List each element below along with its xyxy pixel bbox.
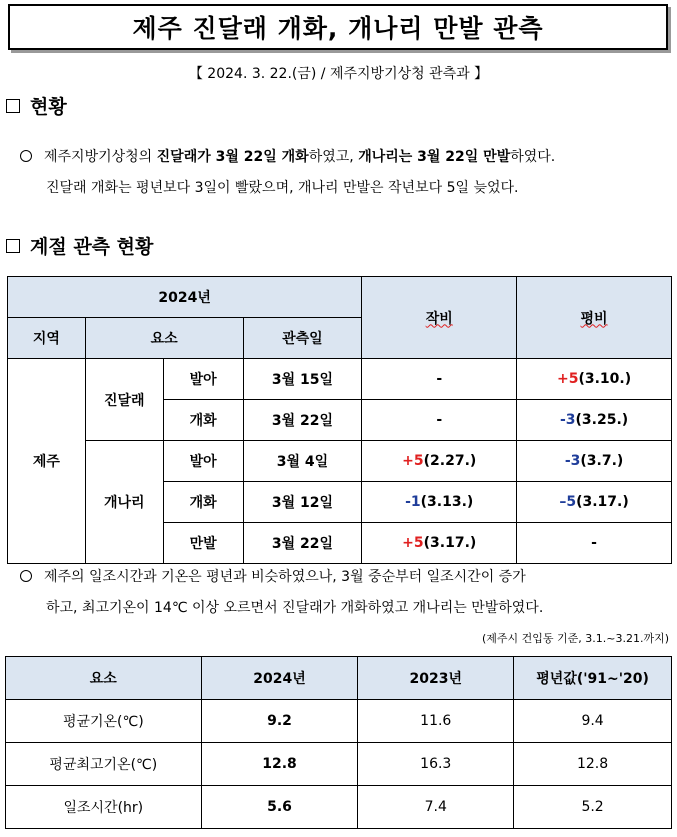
plant-cell: 진달래 — [85, 359, 163, 441]
stage-cell: 만발 — [163, 523, 243, 564]
date-cell: 3월 12일 — [243, 482, 362, 523]
table-header-row — [6, 657, 672, 700]
status-text-line2: 진달래 개화는 평년보다 3일이 빨랐으며, 개나리 만발은 작년보다 5일 늦었다. — [46, 180, 519, 196]
value-2024-cell: 12.8 — [201, 743, 358, 786]
region-cell: 제주 — [8, 359, 86, 564]
section-observation-heading — [6, 232, 153, 259]
element-cell: 평균최고기온(℃) — [6, 743, 202, 786]
status-paragraph — [20, 142, 670, 204]
section-status-title: 현황 — [30, 96, 67, 118]
table-header-row — [8, 277, 672, 318]
normal-diff-cell: -3(3.25.) — [517, 400, 672, 441]
normal-diff-cell: -3(3.7.) — [517, 441, 672, 482]
prev-diff-cell: - — [362, 400, 517, 441]
stage-cell: 발아 — [163, 441, 243, 482]
element-cell: 평균기온(℃) — [6, 700, 202, 743]
status-text-c: 하였고, — [308, 149, 359, 165]
value-normal-cell: 5.2 — [514, 786, 672, 829]
prev-diff-cell: - — [362, 359, 517, 400]
weather-comparison-table — [5, 656, 672, 829]
document-title: 제주 진달래 개화, 개나리 만발 관측 — [132, 14, 544, 43]
circle-bullet-icon — [20, 150, 32, 162]
value-2023-cell: 16.3 — [358, 743, 514, 786]
document-subtitle: 【 2024. 3. 22.(금) / 제주지방기상청 관측과 】 — [188, 66, 489, 82]
reference-note: (제주시 건입동 기준, 3.1.~3.21.까지) — [481, 632, 669, 645]
stage-cell: 개화 — [163, 400, 243, 441]
stage-cell: 발아 — [163, 359, 243, 400]
document-title-box — [8, 4, 668, 50]
value-normal-cell: 9.4 — [514, 700, 672, 743]
weather-text-line1: 제주의 일조시간과 기온은 평년과 비슷하였으나, 3월 중순부터 일조시간이 증가 — [44, 569, 526, 585]
header-cell: 2024년 — [201, 657, 358, 700]
circle-bullet-icon — [20, 570, 32, 582]
normal-diff-cell: - — [517, 523, 672, 564]
prev-diff-cell: +5(3.17.) — [362, 523, 517, 564]
stage-cell: 개화 — [163, 482, 243, 523]
year-header: 2024년 — [8, 277, 362, 318]
weather-text-line2: 하고, 최고기온이 14℃ 이상 오르면서 진달래가 개화하였고 개나리는 만발하였다. — [46, 600, 544, 616]
value-2023-cell: 11.6 — [358, 700, 514, 743]
prev-diff-cell: -1(3.13.) — [362, 482, 517, 523]
date-cell: 3월 22일 — [243, 400, 362, 441]
status-text-a: 제주지방기상청의 — [44, 149, 157, 165]
weather-paragraph — [20, 562, 670, 624]
header-cell: 2023년 — [358, 657, 514, 700]
prev-diff-cell: +5(2.27.) — [362, 441, 517, 482]
table-row — [8, 441, 672, 482]
date-cell: 3월 22일 — [243, 523, 362, 564]
prev-year-header: 작비 — [362, 277, 517, 359]
section-observation-title: 계절 관측 현황 — [30, 236, 154, 258]
date-cell: 3월 15일 — [243, 359, 362, 400]
status-text-d: 개나리는 3월 22일 만발 — [358, 149, 511, 165]
table-row — [6, 700, 672, 743]
square-bullet-icon — [6, 239, 20, 253]
header-cell: 평년값('91~'20) — [514, 657, 672, 700]
element-header: 요소 — [85, 318, 243, 359]
table-row — [6, 786, 672, 829]
table-row — [8, 359, 672, 400]
header-cell: 요소 — [6, 657, 202, 700]
region-header: 지역 — [8, 318, 86, 359]
value-2023-cell: 7.4 — [358, 786, 514, 829]
table-row — [6, 743, 672, 786]
section-status-heading — [6, 92, 67, 119]
normal-diff-cell: –5(3.17.) — [517, 482, 672, 523]
element-cell: 일조시간(hr) — [6, 786, 202, 829]
normal-header: 평비 — [517, 277, 672, 359]
date-header: 관측일 — [243, 318, 362, 359]
normal-diff-cell: +5(3.10.) — [517, 359, 672, 400]
value-2024-cell: 5.6 — [201, 786, 358, 829]
seasonal-observation-table — [7, 276, 672, 564]
date-cell: 3월 4일 — [243, 441, 362, 482]
status-text-e: 하였다. — [510, 149, 556, 165]
square-bullet-icon — [6, 99, 20, 113]
value-normal-cell: 12.8 — [514, 743, 672, 786]
plant-cell: 개나리 — [85, 441, 163, 564]
status-text-b: 진달래가 3월 22일 개화 — [156, 149, 309, 165]
value-2024-cell: 9.2 — [201, 700, 358, 743]
